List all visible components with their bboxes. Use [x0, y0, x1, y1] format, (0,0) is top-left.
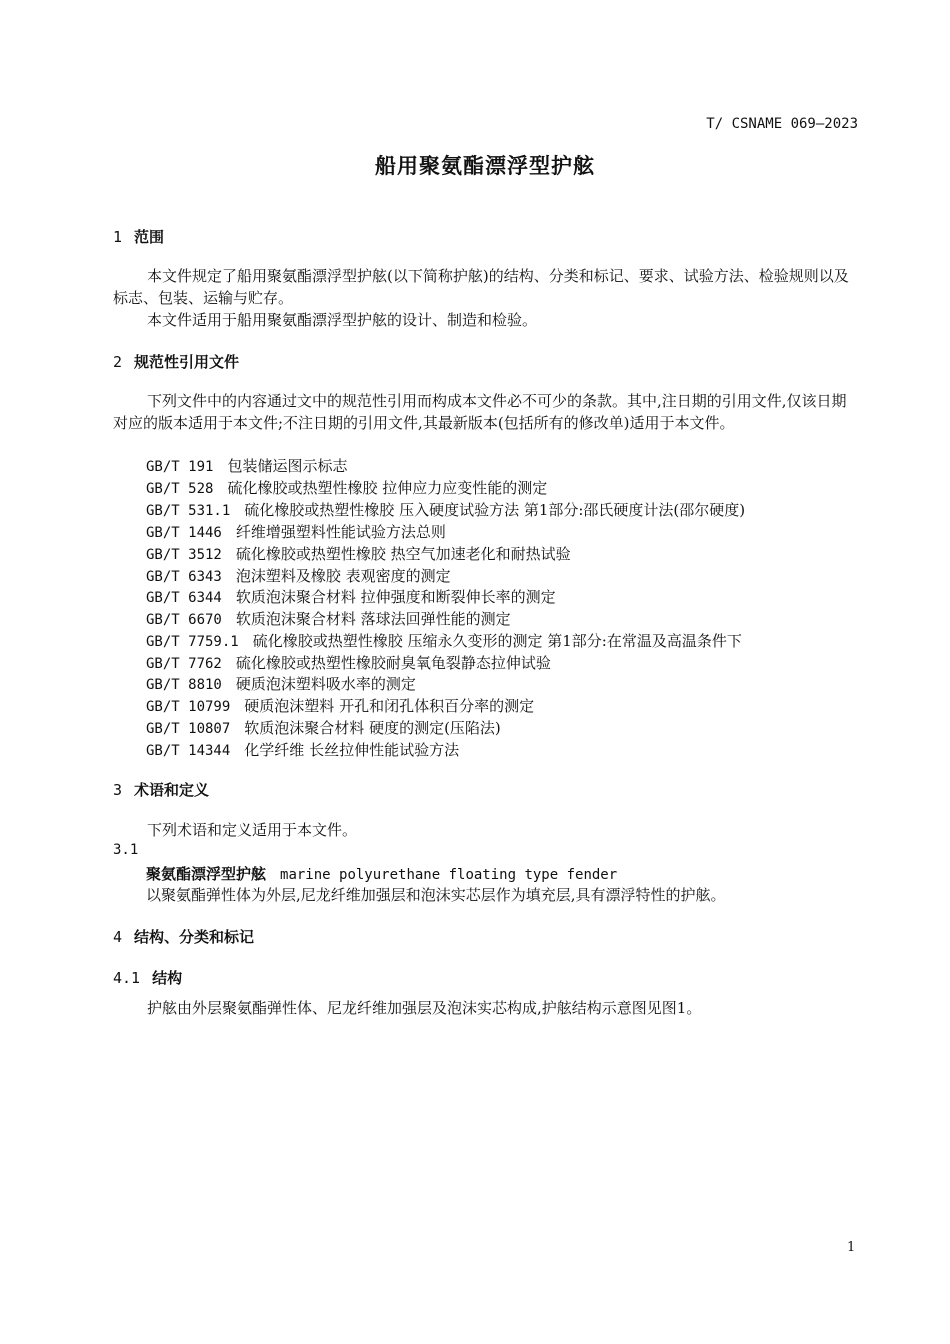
reference-code: GB/T 7762	[146, 656, 222, 672]
reference-item	[146, 630, 742, 651]
paragraph: 本文件规定了船用聚氨酯漂浮型护舷(以下简称护舷)的结构、分类和标记、要求、试验方法、检验规则以及标志、包装、运输与贮存。	[113, 267, 849, 307]
reference-title: 软质泡沫聚合材料 拉伸强度和断裂伸长率的测定	[235, 588, 556, 606]
section-title: 规范性引用文件	[134, 353, 240, 371]
reference-code: GB/T 14344	[146, 743, 231, 759]
paragraph: 护舷由外层聚氨酯弹性体、尼龙纤维加强层及泡沫实芯构成,护舷结构示意图见图1。	[147, 999, 702, 1017]
reference-title: 软质泡沫聚合材料 落球法回弹性能的测定	[235, 610, 511, 628]
reference-item	[146, 673, 416, 694]
paragraph: 下列文件中的内容通过文中的规范性引用而构成本文件必不可少的条款。其中,注日期的引用文件,仅该日期对应的版本适用于本文件;不注日期的引用文件,其最新版本(包括所有的修改单)适用于本文件。	[113, 392, 847, 432]
reference-item	[146, 521, 446, 542]
reference-code: GB/T 10799	[146, 699, 231, 715]
term-english: marine polyurethane floating type fender	[280, 867, 618, 883]
reference-item	[146, 608, 511, 629]
reference-code: GB/T 528	[146, 481, 214, 497]
term-entry	[146, 863, 617, 884]
term-definition: 以聚氨酯弹性体为外层,尼龙纤维加强层和泡沫实芯层作为填充层,具有漂浮特性的护舷。	[146, 886, 726, 904]
reference-item	[146, 695, 534, 716]
reference-item	[146, 652, 551, 673]
paragraph: 下列术语和定义适用于本文件。	[147, 821, 358, 839]
reference-item	[146, 717, 501, 738]
section-title: 结构、分类和标记	[134, 928, 255, 946]
reference-title: 包装储运图示标志	[227, 457, 348, 475]
reference-title: 硬质泡沫塑料 开孔和闭孔体积百分率的测定	[244, 697, 535, 715]
reference-code: GB/T 3512	[146, 547, 222, 563]
reference-code: GB/T 1446	[146, 525, 222, 541]
reference-code: GB/T 191	[146, 459, 214, 475]
reference-item	[146, 565, 451, 586]
reference-title: 化学纤维 长丝拉伸性能试验方法	[244, 741, 460, 759]
section-3-heading	[113, 779, 209, 800]
section-2-heading	[113, 351, 239, 372]
document-code: T/ CSNAME 069—2023	[706, 116, 858, 132]
reference-title: 硬质泡沫塑料吸水率的测定	[235, 675, 416, 693]
reference-title: 硫化橡胶或热塑性橡胶 压入硬度试验方法 第1部分:邵氏硬度计法(邵尔硬度)	[244, 501, 746, 519]
reference-title: 泡沫塑料及橡胶 表观密度的测定	[235, 567, 451, 585]
reference-code: GB/T 10807	[146, 721, 231, 737]
reference-title: 硫化橡胶或热塑性橡胶耐臭氧龟裂静态拉伸试验	[235, 654, 551, 672]
reference-code: GB/T 531.1	[146, 503, 231, 519]
reference-title: 硫化橡胶或热塑性橡胶 压缩永久变形的测定 第1部分:在常温及高温条件下	[252, 632, 742, 650]
reference-item	[146, 477, 547, 498]
subsection-title: 结构	[152, 969, 183, 987]
section-number: 1	[113, 228, 123, 246]
reference-item	[146, 455, 347, 476]
term-chinese: 聚氨酯漂浮型护舷	[146, 865, 267, 883]
reference-code: GB/T 6343	[146, 569, 222, 585]
section-4-heading	[113, 926, 254, 947]
section-1-heading	[113, 226, 164, 247]
section-title: 术语和定义	[134, 781, 210, 799]
subsection-number: 4.1	[113, 969, 141, 987]
section-number: 4	[113, 928, 123, 946]
reference-item	[146, 739, 459, 760]
reference-title: 硫化橡胶或热塑性橡胶 热空气加速老化和耐热试验	[235, 545, 571, 563]
page-number: 1	[847, 1240, 856, 1255]
reference-title: 软质泡沫聚合材料 硬度的测定(压陷法)	[244, 719, 501, 737]
reference-item	[146, 543, 571, 564]
section-title: 范围	[134, 228, 165, 246]
reference-code: GB/T 6344	[146, 590, 222, 606]
reference-code: GB/T 8810	[146, 677, 222, 693]
section-number: 3	[113, 781, 123, 799]
document-title: 船用聚氨酯漂浮型护舷	[375, 154, 595, 178]
paragraph: 本文件适用于船用聚氨酯漂浮型护舷的设计、制造和检验。	[147, 311, 538, 329]
reference-title: 硫化橡胶或热塑性橡胶 拉伸应力应变性能的测定	[227, 479, 548, 497]
term-number: 3.1	[113, 842, 139, 858]
reference-item	[146, 586, 556, 607]
reference-code: GB/T 7759.1	[146, 634, 239, 650]
reference-title: 纤维增强塑料性能试验方法总则	[235, 523, 446, 541]
subsection-4-1-heading	[113, 967, 182, 988]
reference-item	[146, 499, 745, 520]
section-number: 2	[113, 353, 123, 371]
reference-code: GB/T 6670	[146, 612, 222, 628]
